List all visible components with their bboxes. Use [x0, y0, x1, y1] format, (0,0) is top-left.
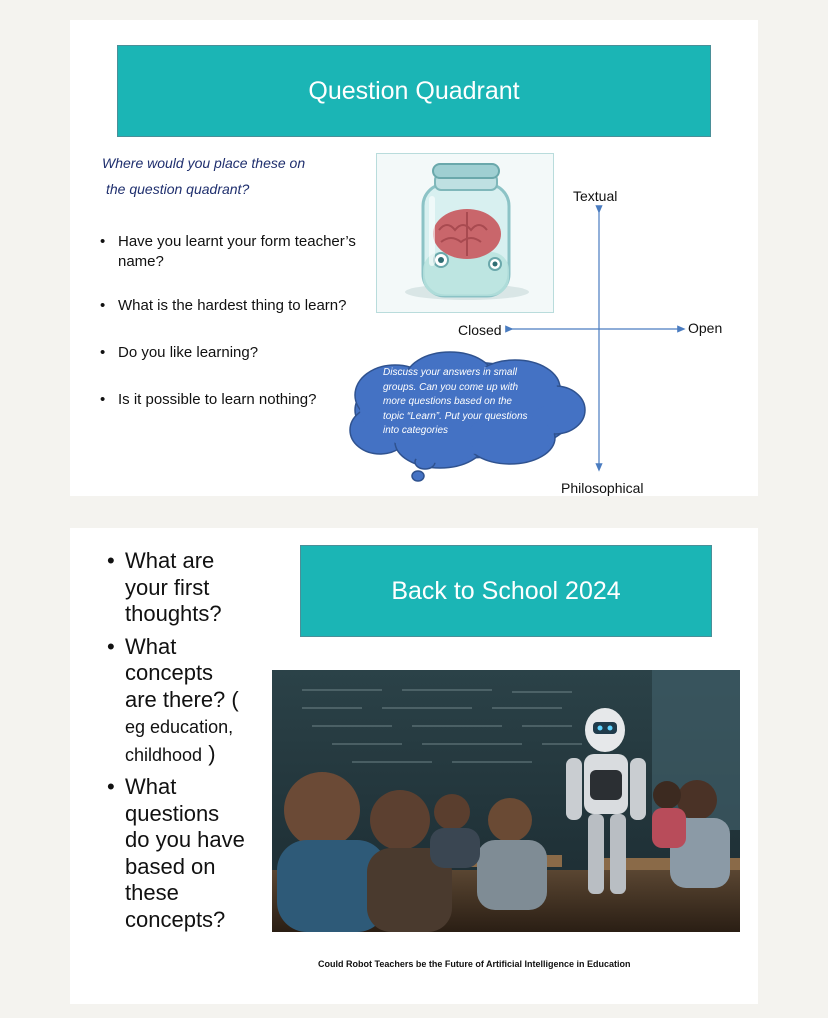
bullet-questions: • What questions do you have based on these concepts? — [107, 774, 247, 933]
question-item: • What is the hardest thing to learn? — [100, 296, 375, 316]
slide-title: Question Quadrant — [117, 45, 711, 137]
axis-label-philosophical: Philosophical — [561, 480, 644, 496]
prompt-line-1: Where would you place these on — [102, 155, 306, 171]
bullet-concepts — [107, 634, 247, 769]
question-item: • Have you learnt your form teacher’s name? — [100, 232, 375, 272]
slide-title: Back to School 2024 — [300, 545, 712, 637]
photo-caption: Could Robot Teachers be the Future of Artificial Intelligence in Education — [318, 959, 631, 969]
paren-close: ) — [208, 740, 216, 766]
prompt-line-2: the question quadrant? — [106, 181, 250, 197]
slide-back-to-school — [70, 528, 758, 1004]
cloud-text: Discuss your answers in small groups. Can you come up with more questions based on the topic “Learn”. Put your questions into categories — [383, 367, 528, 436]
paren-open: ( — [231, 686, 239, 712]
bullet-concepts-example: eg education, childhood — [125, 717, 234, 765]
slide-question-quadrant — [70, 20, 758, 496]
bullet-concepts-main: What concepts are there? — [125, 633, 226, 712]
robot-teacher-classroom-photo — [272, 670, 740, 932]
question-item: • Is it possible to learn nothing? — [100, 390, 375, 410]
question-item: • Do you like learning? — [100, 343, 375, 363]
robot-classroom-photo — [272, 670, 740, 932]
bullet-first-thoughts: • What are your first thoughts? — [107, 548, 247, 628]
axis-label-closed: Closed — [458, 322, 502, 338]
axis-label-textual: Textual — [573, 188, 618, 204]
axis-label-open: Open — [688, 320, 723, 336]
prompt-list — [107, 548, 247, 939]
